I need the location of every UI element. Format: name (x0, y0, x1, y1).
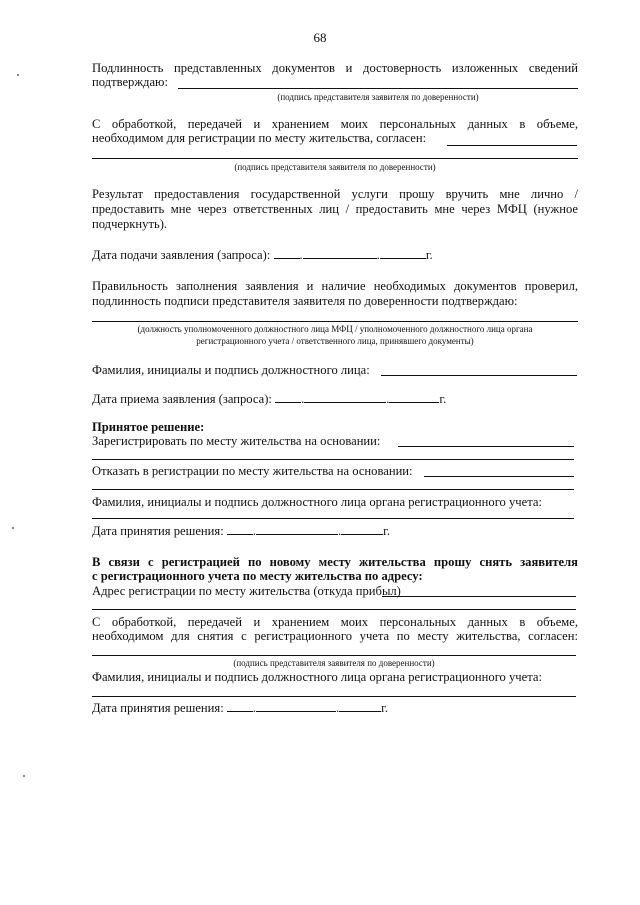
consent-text-line2: необходимом для регистрации по месту жительства, согласен: (92, 131, 427, 145)
dereg-date-label: Дата принятия решения: (92, 701, 224, 715)
decision-date-label: Дата принятия решения: (92, 524, 224, 538)
refuse-basis-field[interactable] (424, 476, 574, 477)
scan-speck (23, 775, 25, 777)
year-suffix: г. (425, 248, 433, 262)
deregistration-heading-line1: В связи с регистрацией по новому месту жительства прошу снять заявителя (92, 555, 578, 569)
submission-month-field[interactable] (303, 247, 377, 259)
previous-address-field[interactable] (382, 596, 576, 597)
result-delivery-line3: подчеркнуть). (92, 217, 168, 231)
register-basis-label: Зарегистрировать по месту жительства на основании: (92, 434, 381, 448)
register-basis-field-extra[interactable] (92, 459, 574, 460)
receipt-year-field[interactable] (389, 391, 439, 403)
register-basis-field[interactable] (398, 446, 574, 447)
submission-date-label: Дата подачи заявления (запроса): (92, 248, 271, 262)
official-name-field[interactable] (381, 375, 577, 376)
verifier-caption-line1: (должность уполномоченного должностного лица МФЦ / уполномоченного должностного лица органа (137, 324, 533, 334)
submission-day-field[interactable] (274, 247, 300, 259)
decision-official-field[interactable] (92, 518, 574, 519)
authenticity-text-line2: подтверждаю: (92, 75, 168, 89)
receipt-date-label: Дата приема заявления (запроса): (92, 392, 272, 406)
authenticity-text-line1: Подлинность представленных документов и достоверность изложенных сведений (92, 61, 578, 75)
page-number: 68 (313, 30, 327, 45)
decision-day-field[interactable] (227, 523, 253, 535)
consent-field-short[interactable] (447, 145, 577, 146)
consent-text-line1: С обработкой, передачей и хранением моих персональных данных в объеме, (92, 117, 578, 131)
submission-date-row: Дата подачи заявления (запроса): . . г. (92, 248, 433, 262)
decision-date-row: Дата принятия решения: . . г. (92, 524, 391, 538)
consent-signature-field[interactable] (92, 158, 578, 159)
deregistration-heading-line2: с регистрационного учета по месту жительства по адресу: (92, 569, 423, 583)
previous-address-field-extra[interactable] (92, 609, 576, 610)
dereg-consent-line2: необходимом для снятия с регистрационного учета по месту жительства, согласен: (92, 629, 578, 643)
signature-caption: (подпись представителя заявителя по доверенности) (233, 658, 435, 668)
dereg-day-field[interactable] (227, 700, 253, 712)
submission-year-field[interactable] (380, 247, 426, 259)
dereg-month-field[interactable] (256, 700, 336, 712)
decision-month-field[interactable] (256, 523, 338, 535)
refuse-basis-label: Отказать в регистрации по месту жительства на основании: (92, 464, 413, 478)
scan-speck (12, 527, 14, 529)
dereg-year-field[interactable] (339, 700, 381, 712)
year-suffix: г. (381, 701, 389, 715)
refuse-basis-field-extra[interactable] (92, 489, 574, 490)
previous-address-label: Адрес регистрации по месту жительства (откуда прибыл) (92, 584, 401, 598)
dereg-consent-signature-field[interactable] (92, 655, 576, 656)
result-delivery-line1: Результат предоставления государственной услуги прошу вручить мне лично / (92, 187, 578, 201)
decision-year-field[interactable] (341, 523, 383, 535)
dereg-official-label: Фамилия, инициалы и подпись должностного лица органа регистрационного учета: (92, 670, 542, 684)
year-suffix: г. (439, 392, 447, 406)
verification-text-line1: Правильность заполнения заявления и наличие необходимых документов проверил, (92, 279, 578, 293)
official-name-label: Фамилия, инициалы и подпись должностного лица: (92, 363, 370, 377)
result-delivery-line2: предоставить мне через ответственных лиц / предоставить мне через МФЦ (нужное (92, 202, 578, 216)
decision-official-label: Фамилия, инициалы и подпись должностного лица органа регистрационного учета: (92, 495, 542, 509)
scan-speck (17, 74, 19, 76)
verifier-position-field[interactable] (92, 321, 578, 322)
dereg-official-field[interactable] (92, 696, 576, 697)
verifier-caption-line2: регистрационного учета / ответственного лица, принявшего документы) (196, 336, 474, 346)
signature-caption: (подпись представителя заявителя по доверенности) (234, 162, 436, 172)
year-suffix: г. (383, 524, 391, 538)
dereg-consent-line1: С обработкой, передачей и хранением моих персональных данных в объеме, (92, 615, 578, 629)
decision-heading: Принятое решение: (92, 420, 205, 434)
receipt-month-field[interactable] (304, 391, 386, 403)
signature-caption: (подпись представителя заявителя по доверенности) (277, 92, 479, 102)
receipt-day-field[interactable] (275, 391, 301, 403)
verification-text-line2: подлинность подписи представителя заявителя по доверенности подтверждаю: (92, 294, 518, 308)
dereg-date-row: Дата принятия решения: . . г. (92, 701, 389, 715)
receipt-date-row: Дата приема заявления (запроса): . . г. (92, 392, 447, 406)
authenticity-signature-field[interactable] (178, 88, 578, 89)
